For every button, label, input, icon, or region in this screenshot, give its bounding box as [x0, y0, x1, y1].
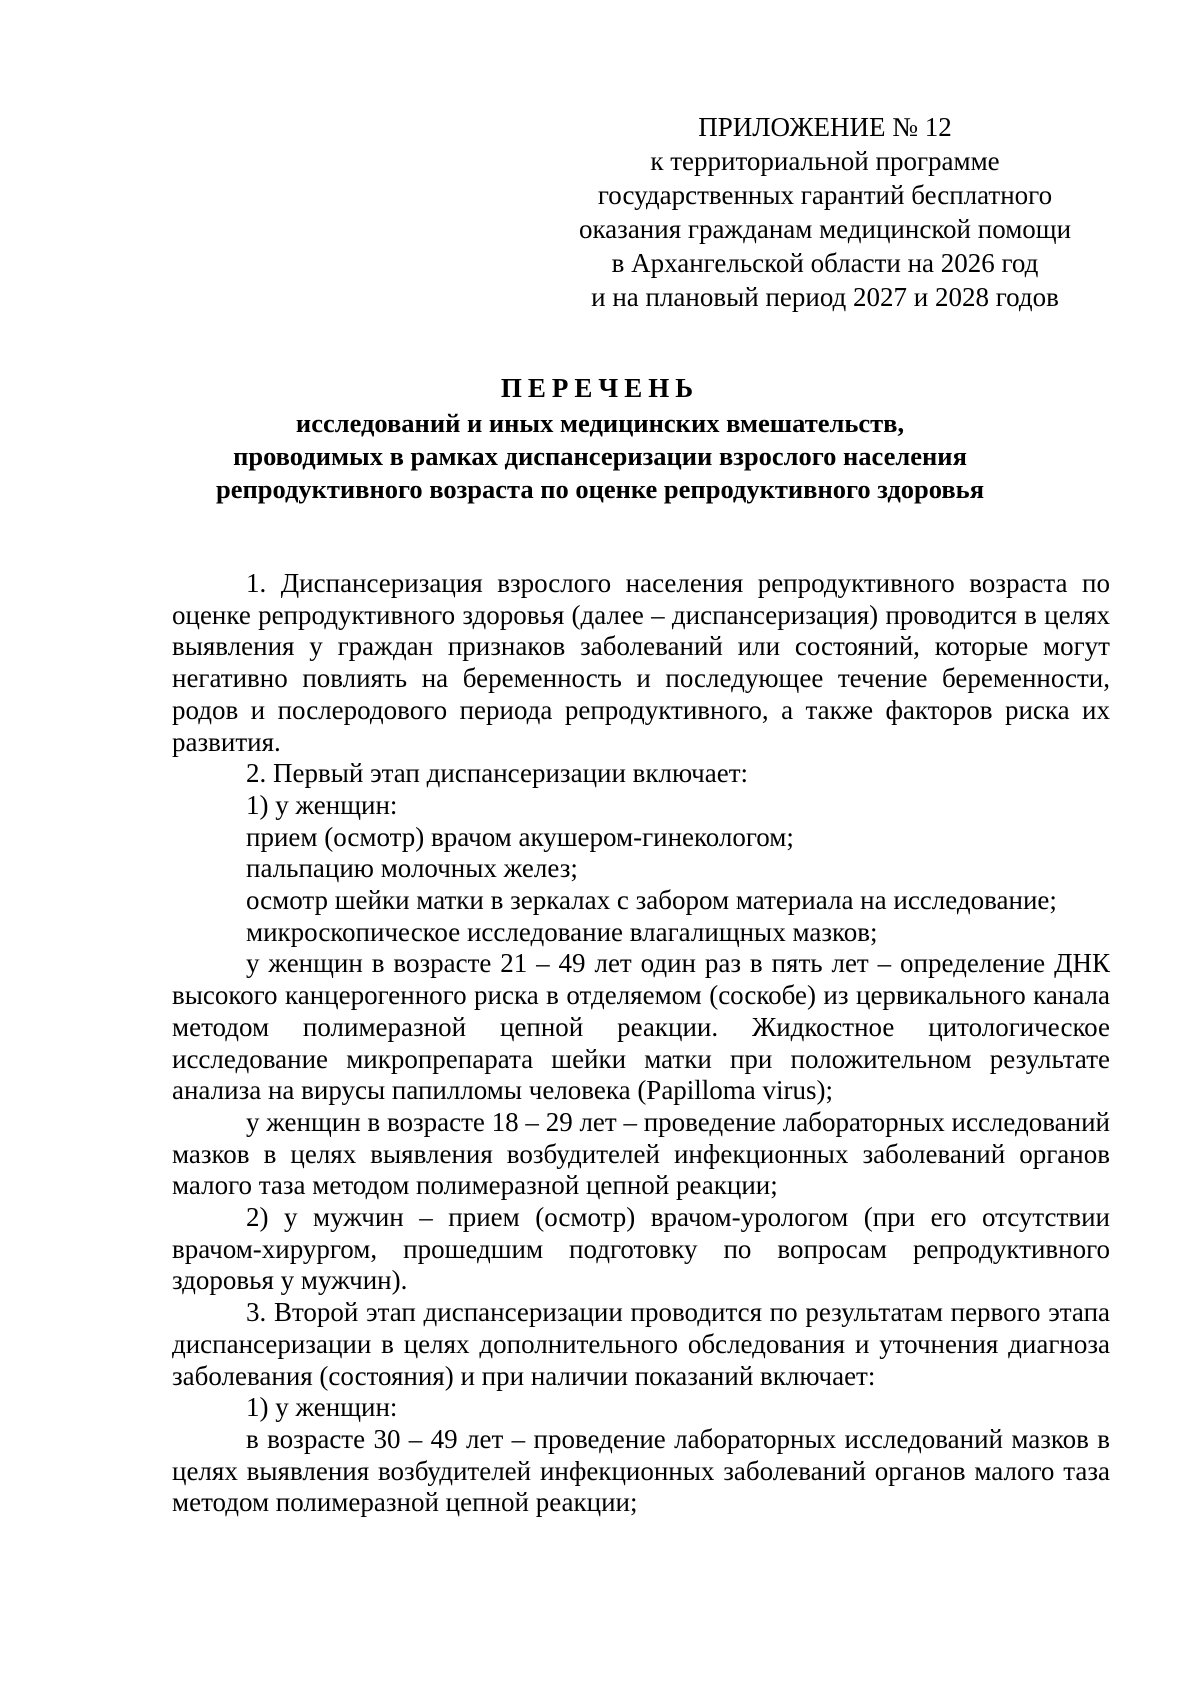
title-line: проводимых в рамках диспансеризации взрослого населения	[233, 441, 967, 471]
list-item: пальпацию молочных желез;	[246, 853, 578, 884]
document-body	[172, 568, 1110, 1519]
list-item: у женщин в возрасте 21 – 49 лет один раз в пять лет – определение ДНК высокого канцерогенного риска в отделяемом (соскобе) из цервикального канала методом полимеразной цепной реакции. Жидкостное цитологическое исследование микропрепарата шейки матки при положительном результате анализа на вирусы папилломы человека (Papilloma virus);	[172, 948, 1110, 1106]
title-main: ПЕРЕЧЕНЬ	[500, 373, 700, 403]
list-item: 1) у женщин:	[246, 789, 398, 820]
paragraph: 1. Диспансеризация взрослого населения репродуктивного возраста по оценке репродуктивного здоровья (далее – диспансеризация) проводится в целях выявления у граждан признаков заболеваний или состояний, которые могут негативно повлиять на беременность и последующее течение беременности, родов и послеродового периода репродуктивного, а также факторов риска их развития.	[172, 568, 1110, 757]
paragraph: 2. Первый этап диспансеризации включает:	[246, 758, 748, 789]
list-item: 1) у женщин:	[246, 1392, 398, 1423]
title-line: репродуктивного возраста по оценке репродуктивного здоровья	[215, 474, 985, 504]
list-item: у женщин в возрасте 18 – 29 лет – проведение лабораторных исследований мазков в целях выявления возбудителей инфекционных заболеваний органов малого таза методом полимеразной цепной реакции;	[172, 1106, 1110, 1201]
title-line: исследований и иных медицинских вмешательств,	[295, 408, 905, 438]
list-item: в возрасте 30 – 49 лет – проведение лабораторных исследований мазков в целях выявления возбудителей инфекционных заболеваний органов малого таза методом полимеразной цепной реакции;	[172, 1423, 1110, 1518]
list-item: осмотр шейки матки в зеркалах с забором материала на исследование;	[246, 885, 1057, 916]
appendix-line: в Архангельской области на 2026 год	[611, 248, 1039, 278]
appendix-number: ПРИЛОЖЕНИЕ № 12	[698, 112, 952, 142]
paragraph: 3. Второй этап диспансеризации проводится по результатам первого этапа диспансеризации в целях дополнительного обследования и уточнения диагноза заболевания (состояния) и при наличии показаний включает:	[172, 1297, 1110, 1391]
list-item: прием (осмотр) врачом акушером-гинекологом;	[246, 821, 794, 852]
appendix-line: государственных гарантий бесплатного	[597, 180, 1053, 210]
document-title	[150, 372, 1050, 506]
appendix-line: оказания гражданам медицинской помощи	[578, 214, 1072, 244]
appendix-line: и на плановый период 2027 и 2028 годов	[591, 282, 1059, 312]
appendix-header	[560, 110, 1090, 314]
list-item: микроскопическое исследование влагалищных мазков;	[246, 916, 878, 947]
list-item: 2) у мужчин – прием (осмотр) врачом-урологом (при его отсутствии врачом-хирургом, прошедшим подготовку по вопросам репродуктивного здоровья у мужчин).	[172, 1202, 1110, 1296]
appendix-line: к территориальной программе	[650, 146, 1000, 176]
